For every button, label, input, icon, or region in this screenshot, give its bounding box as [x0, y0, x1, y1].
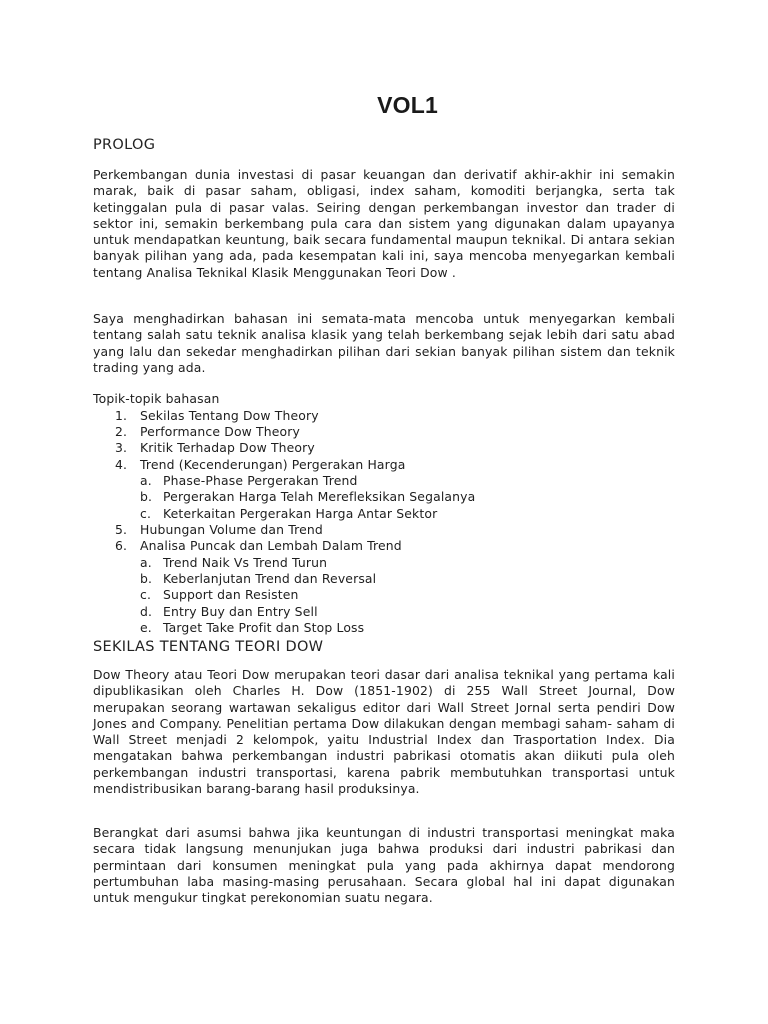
list-subitem — [93, 555, 475, 571]
list-item-text: Keberlanjutan Trend dan Reversal — [163, 570, 377, 586]
list-item — [93, 424, 475, 440]
list-item-text: Entry Buy dan Entry Sell — [163, 603, 318, 619]
list-item-text: Performance Dow Theory — [140, 423, 301, 439]
prolog-paragraph-1: Perkembangan dunia investasi di pasar keuangan dan derivatif akhir-akhir ini semakin marak, baik di pasar saham, obligasi, index saham, komoditi berjangka, serta tak ketinggalan pula di pasar valas. Seiring dengan perkembangan investor dan trader di sektor ini, semakin berkembang pula cara dan sistem yang digunakan dalam upayanya untuk mendapatkan keuntung, baik secara fundamental maupun teknikal. Di antara sekian banyak pilihan yang ada, pada kesempatan kali ini, saya mencoba menyegarkan kembali tentang Analisa Teknikal Klasik Menggunakan Teori Dow . — [93, 167, 675, 280]
list-marker: b. — [140, 570, 153, 586]
list-item-text: Phase-Phase Pergerakan Trend — [163, 472, 358, 488]
list-subitem — [93, 489, 475, 505]
list-subitem — [93, 604, 475, 620]
list-marker: c. — [140, 587, 152, 603]
list-item-text: Trend (Kecenderungan) Pergerakan Harga — [140, 456, 406, 472]
list-subitem — [93, 571, 475, 587]
list-marker: e. — [140, 619, 152, 635]
list-item-text: Target Take Profit dan Stop Loss — [163, 619, 365, 635]
sekilas-paragraph-2: Berangkat dari asumsi bahwa jika keuntungan di industri transportasi meningkat maka secara tidak langsung menunjukan juga bahwa produksi dari industri pabrikasi dan permintaan dari konsumen meningkat pula yang pada akhirnya dapat mendorong pertumbuhan laba masing-masing perusahaan. Secara global hal ini dapat digunakan untuk mengukur tingkat perekonomian suatu negara. — [93, 825, 675, 906]
list-marker: c. — [140, 505, 152, 521]
list-item-text: Trend Naik Vs Trend Turun — [163, 554, 328, 570]
list-subitem — [93, 473, 475, 489]
sekilas-heading: SEKILAS TENTANG TEORI DOW — [93, 639, 324, 655]
list-item — [93, 408, 475, 424]
list-item-text: Support dan Resisten — [163, 587, 299, 603]
list-item — [93, 457, 475, 473]
list-item-text: Pergerakan Harga Telah Merefleksikan Segalanya — [163, 489, 476, 505]
list-marker: 6. — [115, 538, 128, 554]
list-marker: b. — [140, 489, 153, 505]
list-item-text: Hubungan Volume dan Trend — [140, 521, 323, 537]
list-item — [93, 522, 475, 538]
document-title: VOL1 — [377, 92, 438, 118]
list-marker: a. — [140, 554, 152, 570]
list-marker: 1. — [115, 407, 128, 423]
list-marker: 4. — [115, 456, 128, 472]
prolog-heading: PROLOG — [93, 137, 156, 153]
list-marker: 5. — [115, 521, 128, 537]
list-subitem — [93, 587, 475, 603]
list-item-text: Sekilas Tentang Dow Theory — [140, 407, 319, 423]
list-item — [93, 538, 475, 554]
list-item-text: Analisa Puncak dan Lembah Dalam Trend — [140, 538, 402, 554]
list-marker: d. — [140, 603, 153, 619]
list-item — [93, 440, 475, 456]
list-marker: 2. — [115, 423, 128, 439]
list-item-text: Keterkaitan Pergerakan Harga Antar Sektor — [163, 505, 438, 521]
prolog-paragraph-2: Saya menghadirkan bahasan ini semata-mata mencoba untuk menyegarkan kembali tentang salah satu teknik analisa klasik yang telah berkembang sejak lebih dari satu abad yang lalu dan sekedar menghadirkan pilihan dari sekian banyak pilihan sistem dan teknik trading yang ada. — [93, 311, 675, 375]
topics-intro: Topik-topik bahasan — [93, 391, 220, 406]
sekilas-paragraph-1: Dow Theory atau Teori Dow merupakan teori dasar dari analisa teknikal yang pertama kali dipublikasikan oleh Charles H. Dow (1851-1902) di 255 Wall Street Journal, Dow merupakan seorang wartawan sekaligus editor dari Wall Street Jornal serta pendiri Dow Jones and Company. Penelitian pertama Dow dilakukan dengan membagi saham- saham di Wall Street menjadi 2 kelompok, yaitu Industrial Index dan Trasportation Index. Dia mengatakan bahwa perkembangan industri pabrikasi otomatis akan diikuti pula oleh perkembangan industri transportasi, karena pabrik membutuhkan transportasi untuk mendistribusikan barang-barang hasil produksinya. — [93, 667, 675, 797]
list-subitem — [93, 506, 475, 522]
list-marker: a. — [140, 472, 152, 488]
list-subitem — [93, 620, 475, 636]
topics-list — [93, 408, 475, 637]
list-item-text: Kritik Terhadap Dow Theory — [140, 440, 315, 456]
list-marker: 3. — [115, 440, 128, 456]
